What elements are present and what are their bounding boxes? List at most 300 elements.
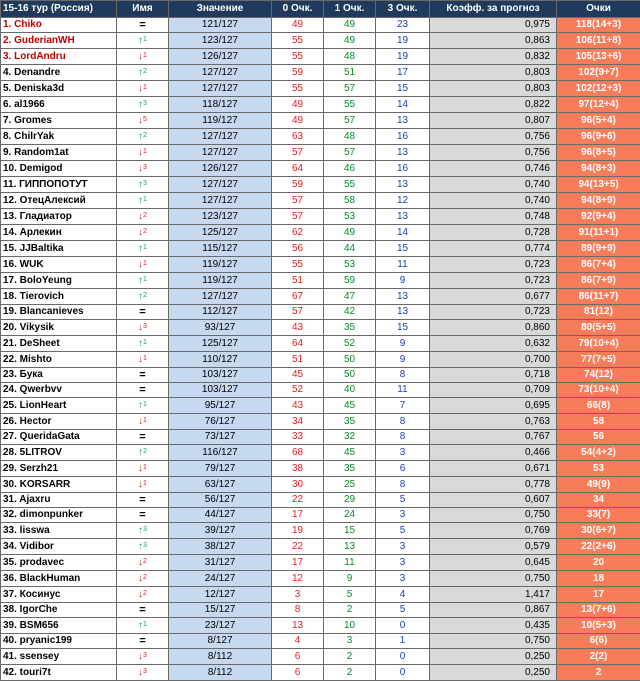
zero-points-count: 8	[272, 603, 324, 618]
table-row	[1, 603, 640, 618]
total-points: 96(9+6)	[557, 129, 640, 145]
header-row	[1, 1, 640, 18]
total-points: 96(5+4)	[557, 113, 640, 129]
one-point-count: 49	[324, 18, 376, 33]
arrow-down-icon: ↓	[138, 479, 143, 490]
table-row	[1, 305, 640, 320]
three-points-count: 5	[376, 603, 430, 618]
one-point-count: 47	[324, 289, 376, 305]
position-change-count: 1	[143, 355, 147, 362]
player-name: 8. ChilrYak	[1, 129, 117, 145]
one-point-count: 10	[324, 618, 376, 634]
forecast-coefficient: 0,860	[430, 320, 557, 336]
forecast-value: 126/127	[169, 161, 272, 177]
player-name: 13. Гладиатор	[1, 209, 117, 225]
zero-points-count: 3	[272, 587, 324, 603]
zero-points-count: 13	[272, 618, 324, 634]
one-point-count: 52	[324, 336, 376, 352]
total-points: 86(7+4)	[557, 257, 640, 273]
player-name: 4. Denandre	[1, 65, 117, 81]
table-row	[1, 193, 640, 209]
forecast-value: 127/127	[169, 177, 272, 193]
forecast-coefficient: 0,723	[430, 257, 557, 273]
forecast-value: 63/127	[169, 477, 272, 493]
total-points: 94(8+3)	[557, 161, 640, 177]
one-point-count: 53	[324, 257, 376, 273]
zero-points-count: 30	[272, 477, 324, 493]
table-row	[1, 461, 640, 477]
three-points-count: 3	[376, 539, 430, 555]
player-name: 16. WUK	[1, 257, 117, 273]
arrow-up-icon: ↑	[138, 195, 143, 206]
table-row	[1, 649, 640, 665]
player-name: 34. Vidibor	[1, 539, 117, 555]
header-three-points: 3 Очк.	[376, 1, 430, 18]
one-point-count: 49	[324, 225, 376, 241]
table-row	[1, 618, 640, 634]
forecast-coefficient: 0,803	[430, 81, 557, 97]
three-points-count: 0	[376, 618, 430, 634]
forecast-value: 112/127	[169, 305, 272, 320]
total-points: 58	[557, 414, 640, 430]
zero-points-count: 49	[272, 97, 324, 113]
three-points-count: 14	[376, 97, 430, 113]
total-points: 80(5+5)	[557, 320, 640, 336]
forecast-coefficient: 0,975	[430, 18, 557, 33]
forecast-value: 119/127	[169, 273, 272, 289]
forecast-coefficient: 0,723	[430, 273, 557, 289]
table-row	[1, 81, 640, 97]
header-round-title: 15-16 тур (Россия)	[1, 1, 117, 18]
table-row	[1, 65, 640, 81]
one-point-count: 44	[324, 241, 376, 257]
zero-points-count: 49	[272, 113, 324, 129]
forecast-coefficient: 0,579	[430, 539, 557, 555]
arrow-up-icon: ↑	[138, 99, 143, 110]
position-change-count: 1	[143, 276, 147, 283]
table-row	[1, 33, 640, 49]
zero-points-count: 67	[272, 289, 324, 305]
player-name: 19. Blancanieves	[1, 305, 117, 320]
forecast-coefficient: 1,417	[430, 587, 557, 603]
position-change-count: 3	[143, 542, 147, 549]
table-row	[1, 18, 640, 33]
zero-points-count: 33	[272, 430, 324, 445]
arrow-up-icon: ↑	[138, 179, 143, 190]
player-name: 42. touri7t	[1, 665, 117, 681]
total-points: 34	[557, 493, 640, 508]
one-point-count: 25	[324, 477, 376, 493]
forecast-value: 116/127	[169, 445, 272, 461]
total-points: 97(12+4)	[557, 97, 640, 113]
three-points-count: 8	[376, 414, 430, 430]
total-points: 6(6)	[557, 634, 640, 649]
table-row	[1, 49, 640, 65]
position-change	[117, 177, 169, 193]
one-point-count: 50	[324, 352, 376, 368]
position-change-count: 2	[143, 212, 147, 219]
forecast-coefficient: 0,607	[430, 493, 557, 508]
forecast-coefficient: 0,700	[430, 352, 557, 368]
total-points: 102(12+3)	[557, 81, 640, 97]
forecast-value: 93/127	[169, 320, 272, 336]
forecast-coefficient: 0,867	[430, 603, 557, 618]
one-point-count: 9	[324, 571, 376, 587]
forecast-value: 31/127	[169, 555, 272, 571]
one-point-count: 2	[324, 603, 376, 618]
forecast-coefficient: 0,466	[430, 445, 557, 461]
three-points-count: 13	[376, 289, 430, 305]
forecast-value: 127/127	[169, 145, 272, 161]
forecast-value: 103/127	[169, 368, 272, 383]
player-name: 35. prodavec	[1, 555, 117, 571]
table-row	[1, 289, 640, 305]
forecast-coefficient: 0,750	[430, 634, 557, 649]
zero-points-count: 6	[272, 649, 324, 665]
one-point-count: 35	[324, 320, 376, 336]
zero-points-count: 57	[272, 145, 324, 161]
total-points: 66(8)	[557, 398, 640, 414]
forecast-value: 115/127	[169, 241, 272, 257]
position-change-count: 2	[143, 132, 147, 139]
total-points: 17	[557, 587, 640, 603]
table-row	[1, 241, 640, 257]
forecast-coefficient: 0,807	[430, 113, 557, 129]
position-change	[117, 539, 169, 555]
zero-points-count: 55	[272, 81, 324, 97]
position-change-count: 1	[143, 244, 147, 251]
arrow-down-icon: ↓	[138, 322, 143, 333]
zero-points-count: 55	[272, 257, 324, 273]
position-change	[117, 320, 169, 336]
player-name: 38. IgorChe	[1, 603, 117, 618]
zero-points-count: 64	[272, 336, 324, 352]
position-change	[117, 49, 169, 65]
arrow-up-icon: ↑	[138, 541, 143, 552]
forecast-coefficient: 0,774	[430, 241, 557, 257]
table-row	[1, 587, 640, 603]
forecast-value: 119/127	[169, 113, 272, 129]
total-points: 96(8+5)	[557, 145, 640, 161]
three-points-count: 7	[376, 398, 430, 414]
player-name: 28. 5LITROV	[1, 445, 117, 461]
table-row	[1, 336, 640, 352]
table-row	[1, 225, 640, 241]
position-change-count: 1	[143, 196, 147, 203]
three-points-count: 3	[376, 555, 430, 571]
forecast-value: 123/127	[169, 33, 272, 49]
zero-points-count: 68	[272, 445, 324, 461]
table-row	[1, 97, 640, 113]
zero-points-count: 4	[272, 634, 324, 649]
zero-points-count: 45	[272, 368, 324, 383]
one-point-count: 49	[324, 33, 376, 49]
forecast-value: 110/127	[169, 352, 272, 368]
total-points: 94(13+5)	[557, 177, 640, 193]
one-point-count: 13	[324, 539, 376, 555]
position-change	[117, 225, 169, 241]
one-point-count: 57	[324, 81, 376, 97]
position-change	[117, 257, 169, 273]
position-change-count: 1	[143, 417, 147, 424]
header-coefficient: Коэфф. за прогноз	[430, 1, 557, 18]
forecast-value: 8/112	[169, 649, 272, 665]
position-change	[117, 477, 169, 493]
forecast-value: 15/127	[169, 603, 272, 618]
header-points: Очки	[557, 1, 640, 18]
player-name: 1. Chiko	[1, 18, 117, 33]
forecast-coefficient: 0,723	[430, 305, 557, 320]
table-row	[1, 634, 640, 649]
one-point-count: 48	[324, 49, 376, 65]
position-change	[117, 113, 169, 129]
total-points: 13(7+6)	[557, 603, 640, 618]
zero-points-count: 51	[272, 273, 324, 289]
player-name: 27. QueridaGata	[1, 430, 117, 445]
forecast-value: 119/127	[169, 257, 272, 273]
equals-icon: =	[139, 384, 145, 396]
forecast-coefficient: 0,677	[430, 289, 557, 305]
three-points-count: 23	[376, 18, 430, 33]
total-points: 106(11+8)	[557, 33, 640, 49]
three-points-count: 13	[376, 145, 430, 161]
equals-icon: =	[139, 306, 145, 318]
table-row	[1, 665, 640, 681]
arrow-up-icon: ↑	[138, 243, 143, 254]
table-row	[1, 523, 640, 539]
position-change-count: 1	[143, 464, 147, 471]
total-points: 22(2+6)	[557, 539, 640, 555]
position-change	[117, 145, 169, 161]
arrow-up-icon: ↑	[138, 291, 143, 302]
forecast-coefficient: 0,695	[430, 398, 557, 414]
forecast-value: 39/127	[169, 523, 272, 539]
forecast-value: 123/127	[169, 209, 272, 225]
position-change	[117, 129, 169, 145]
header-name: Имя	[117, 1, 169, 18]
table-row	[1, 145, 640, 161]
total-points: 105(13+6)	[557, 49, 640, 65]
table-row	[1, 209, 640, 225]
one-point-count: 57	[324, 113, 376, 129]
three-points-count: 0	[376, 649, 430, 665]
arrow-down-icon: ↓	[138, 51, 143, 62]
zero-points-count: 55	[272, 49, 324, 65]
player-name: 40. pryanic199	[1, 634, 117, 649]
player-name: 5. Deniska3d	[1, 81, 117, 97]
three-points-count: 3	[376, 445, 430, 461]
position-change	[117, 161, 169, 177]
player-name: 12. ОтецАлексий	[1, 193, 117, 209]
arrow-down-icon: ↓	[138, 227, 143, 238]
total-points: 56	[557, 430, 640, 445]
one-point-count: 24	[324, 508, 376, 523]
total-points: 33(7)	[557, 508, 640, 523]
zero-points-count: 59	[272, 177, 324, 193]
forecast-coefficient: 0,632	[430, 336, 557, 352]
zero-points-count: 52	[272, 383, 324, 398]
position-change-count: 3	[143, 323, 147, 330]
equals-icon: =	[139, 604, 145, 616]
three-points-count: 15	[376, 81, 430, 97]
position-change-count: 1	[143, 339, 147, 346]
arrow-down-icon: ↓	[138, 83, 143, 94]
position-change-count: 3	[143, 668, 147, 675]
header-value: Значение	[169, 1, 272, 18]
position-change	[117, 368, 169, 383]
forecast-coefficient: 0,756	[430, 129, 557, 145]
one-point-count: 55	[324, 97, 376, 113]
arrow-down-icon: ↓	[138, 354, 143, 365]
forecast-coefficient: 0,763	[430, 414, 557, 430]
position-change	[117, 618, 169, 634]
zero-points-count: 57	[272, 209, 324, 225]
player-name: 26. Hector	[1, 414, 117, 430]
player-name: 11. ГИППОПОТУТ	[1, 177, 117, 193]
table-row	[1, 113, 640, 129]
position-change-count: 1	[143, 52, 147, 59]
forecast-value: 127/127	[169, 81, 272, 97]
forecast-value: 125/127	[169, 336, 272, 352]
forecast-value: 118/127	[169, 97, 272, 113]
one-point-count: 2	[324, 665, 376, 681]
one-point-count: 32	[324, 430, 376, 445]
one-point-count: 42	[324, 305, 376, 320]
one-point-count: 3	[324, 634, 376, 649]
position-change-count: 5	[143, 116, 147, 123]
equals-icon: =	[139, 494, 145, 506]
position-change	[117, 461, 169, 477]
one-point-count: 57	[324, 145, 376, 161]
player-name: 30. KORSARR	[1, 477, 117, 493]
forecast-coefficient: 0,709	[430, 383, 557, 398]
position-change	[117, 665, 169, 681]
total-points: 89(9+9)	[557, 241, 640, 257]
position-change	[117, 430, 169, 445]
position-change	[117, 508, 169, 523]
position-change	[117, 493, 169, 508]
three-points-count: 9	[376, 336, 430, 352]
forecast-coefficient: 0,728	[430, 225, 557, 241]
three-points-count: 19	[376, 33, 430, 49]
forecast-value: 127/127	[169, 129, 272, 145]
forecast-coefficient: 0,746	[430, 161, 557, 177]
three-points-count: 16	[376, 129, 430, 145]
zero-points-count: 34	[272, 414, 324, 430]
one-point-count: 5	[324, 587, 376, 603]
total-points: 10(5+3)	[557, 618, 640, 634]
position-change	[117, 634, 169, 649]
player-name: 18. Tierovich	[1, 289, 117, 305]
forecast-coefficient: 0,778	[430, 477, 557, 493]
player-name: 41. ssensey	[1, 649, 117, 665]
three-points-count: 13	[376, 177, 430, 193]
position-change-count: 3	[143, 180, 147, 187]
zero-points-count: 55	[272, 33, 324, 49]
three-points-count: 11	[376, 383, 430, 398]
position-change-count: 2	[143, 292, 147, 299]
three-points-count: 9	[376, 352, 430, 368]
forecast-value: 127/127	[169, 193, 272, 209]
three-points-count: 13	[376, 305, 430, 320]
position-change	[117, 33, 169, 49]
position-change	[117, 273, 169, 289]
table-row	[1, 555, 640, 571]
position-change-count: 1	[143, 401, 147, 408]
one-point-count: 40	[324, 383, 376, 398]
forecast-coefficient: 0,250	[430, 649, 557, 665]
forecast-coefficient: 0,750	[430, 508, 557, 523]
forecast-value: 121/127	[169, 18, 272, 33]
position-change	[117, 18, 169, 33]
zero-points-count: 64	[272, 161, 324, 177]
position-change-count: 3	[143, 526, 147, 533]
position-change	[117, 193, 169, 209]
zero-points-count: 12	[272, 571, 324, 587]
zero-points-count: 56	[272, 241, 324, 257]
position-change	[117, 97, 169, 113]
player-name: 29. Serzh21	[1, 461, 117, 477]
player-name: 20. Vikysik	[1, 320, 117, 336]
three-points-count: 11	[376, 257, 430, 273]
forecast-coefficient: 0,718	[430, 368, 557, 383]
position-change	[117, 352, 169, 368]
forecast-value: 8/127	[169, 634, 272, 649]
three-points-count: 12	[376, 193, 430, 209]
position-change-count: 2	[143, 68, 147, 75]
three-points-count: 13	[376, 113, 430, 129]
position-change	[117, 209, 169, 225]
position-change-count: 1	[143, 480, 147, 487]
three-points-count: 16	[376, 161, 430, 177]
total-points: 79(10+4)	[557, 336, 640, 352]
three-points-count: 5	[376, 493, 430, 508]
zero-points-count: 59	[272, 65, 324, 81]
player-name: 33. lisswa	[1, 523, 117, 539]
equals-icon: =	[139, 509, 145, 521]
arrow-up-icon: ↑	[138, 35, 143, 46]
position-change-count: 2	[143, 574, 147, 581]
total-points: 53	[557, 461, 640, 477]
forecast-value: 95/127	[169, 398, 272, 414]
total-points: 30(6+7)	[557, 523, 640, 539]
arrow-down-icon: ↓	[138, 416, 143, 427]
forecast-coefficient: 0,863	[430, 33, 557, 49]
three-points-count: 13	[376, 209, 430, 225]
total-points: 74(12)	[557, 368, 640, 383]
one-point-count: 35	[324, 414, 376, 430]
three-points-count: 1	[376, 634, 430, 649]
zero-points-count: 43	[272, 398, 324, 414]
forecast-value: 23/127	[169, 618, 272, 634]
zero-points-count: 19	[272, 523, 324, 539]
forecast-coefficient: 0,756	[430, 145, 557, 161]
position-change	[117, 555, 169, 571]
one-point-count: 15	[324, 523, 376, 539]
table-row	[1, 571, 640, 587]
three-points-count: 15	[376, 320, 430, 336]
forecast-value: 103/127	[169, 383, 272, 398]
arrow-down-icon: ↓	[138, 667, 143, 678]
one-point-count: 2	[324, 649, 376, 665]
zero-points-count: 57	[272, 193, 324, 209]
forecast-value: 127/127	[169, 289, 272, 305]
player-name: 7. Gromes	[1, 113, 117, 129]
table-row	[1, 430, 640, 445]
equals-icon: =	[139, 19, 145, 31]
three-points-count: 3	[376, 571, 430, 587]
three-points-count: 14	[376, 225, 430, 241]
